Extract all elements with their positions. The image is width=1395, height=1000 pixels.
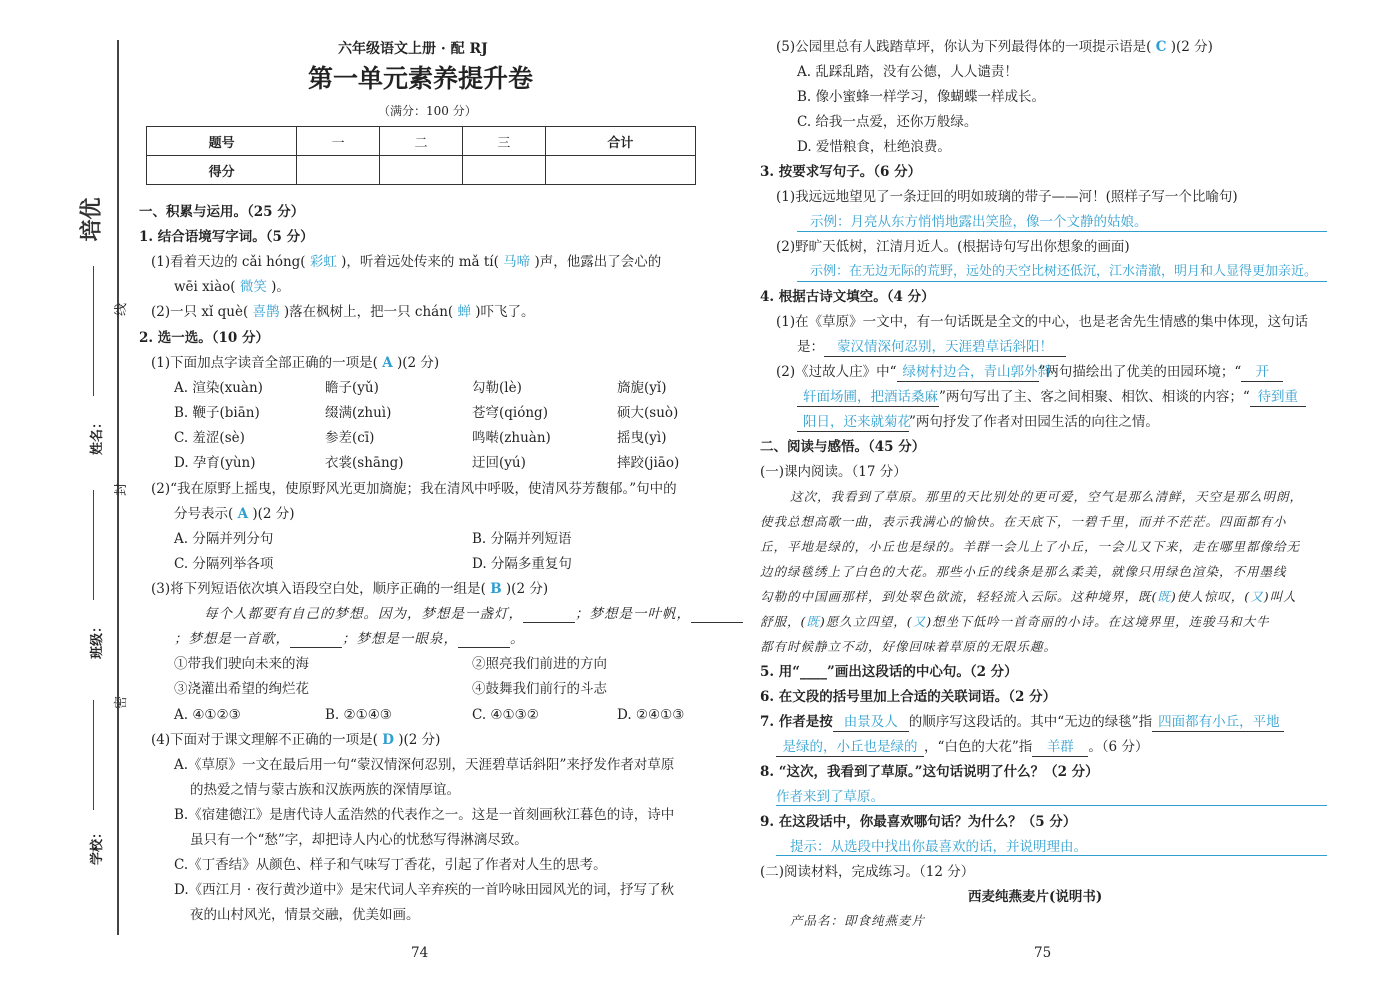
text: )(2 分) (398, 732, 441, 748)
table-row (147, 127, 696, 156)
table-cell[interactable] (380, 156, 463, 185)
text: )落在枫树上，把一只 chán( (283, 304, 454, 320)
text: )吓飞了。 (475, 304, 535, 320)
question-heading: 4. 根据古诗文填空。（4 分） (760, 289, 935, 305)
option-text: 旖旎(yǐ) (617, 380, 667, 396)
text: 舒服，( (760, 614, 807, 629)
answer: 由景及人 (833, 713, 909, 732)
answer-line (797, 231, 1327, 232)
name-line (93, 266, 94, 396)
passage-line: 边的绿毯绣上了白色的大花。那些小丘的线条是那么柔美，就像只用绿色渲染，不用墨线 (760, 564, 1287, 579)
text: (2)一只 xǐ què( (151, 304, 249, 320)
text: 每个人都要有自己的梦想。因为，梦想是一盏灯， (204, 606, 523, 622)
question-line: 8. “这次，我看到了草原。”这句话说明了什么？（2 分） (760, 764, 1099, 780)
answer: 蝉 (457, 304, 471, 320)
option-text: B.《宿建德江》是唐代诗人孟浩然的代表作之一。这是一首刻画秋江暮色的诗，诗中 (174, 807, 675, 823)
option-text: D. 孕育(yùn) (174, 455, 256, 471)
option-text: D. 爱惜粮食，杜绝浪费。 (797, 139, 951, 155)
name-label: 姓名： (90, 415, 106, 456)
option-text: A. 乱踩乱踏，没有公德，人人谴责！ (797, 64, 1018, 80)
school-label: 学校： (90, 825, 106, 866)
question-line: 5. 用“____”画出这段话的中心句。（2 分） (760, 664, 1018, 680)
option-text: 衣裳(shāng) (325, 455, 404, 471)
option-text: 摔跤(jiāo) (617, 455, 680, 471)
option-text: A. 渲染(xuàn) (174, 380, 263, 396)
book-subtitle: 六年级语文上册 · 配 RJ (338, 41, 488, 57)
question-line (776, 363, 1283, 382)
question-line: (2)“我在原野上摇曳，使原野风光更加旖旎；我在清风中呼吸，使清风芬芳馥郁。”句中的 (151, 481, 677, 497)
answer-line (776, 805, 1327, 806)
option-text: B. ②①④③ (325, 707, 392, 723)
answer: 轩面场圃，把酒话桑麻 (797, 388, 939, 407)
answer: 示例：在无边无际的荒野，远处的天空比树还低沉，江水清澈，明月和人显得更加亲近。 (810, 264, 1318, 279)
passage-line (204, 605, 743, 623)
text: )使人惊叹，( (1170, 589, 1251, 604)
answer: 待到重 (1250, 388, 1306, 407)
full-score: （满分：100 分） (378, 104, 477, 118)
blank[interactable] (691, 608, 743, 623)
table-cell[interactable] (462, 156, 545, 185)
table-cell[interactable] (545, 156, 695, 185)
option-text: B. 像小蜜蜂一样学习，像蝴蝶一样成长。 (797, 89, 1046, 105)
class-line (93, 490, 94, 600)
text: )叫人 (1263, 589, 1297, 604)
option-text: ①带我们驶向未来的海 (174, 656, 309, 672)
passage-line (174, 630, 525, 648)
option-text: 的热爱之情与蒙古族和汉族两族的深情厚谊。 (190, 782, 460, 798)
text: 勾勒的中国画那样，到处翠色欲流，轻轻流入云际。这种境界，既( (760, 589, 1158, 604)
question-line (776, 738, 1148, 757)
text: 是： (797, 339, 824, 355)
option-text: 夜的山村风光，情景交融，优美如画。 (190, 907, 420, 923)
text: )声，他露出了会心的 (534, 254, 662, 270)
option-text: 迂回(yú) (472, 455, 526, 471)
answer: 既 (1157, 589, 1171, 604)
text: )(2 分) (505, 581, 549, 597)
passage-line: 这次，我看到了草原。那里的天比别处的更可爱，空气是那么清鲜，天空是那么明朗， (790, 489, 1304, 504)
text: (4)下面对于课文理解不正确的一项是( (151, 732, 378, 748)
option-text: ②照亮我们前进的方向 (472, 656, 607, 672)
question-line (797, 338, 1066, 357)
material-title: 西麦纯燕麦片(说明书) (968, 889, 1103, 905)
answer: 既 (806, 614, 820, 629)
question-line (151, 354, 439, 372)
table-cell[interactable] (297, 156, 380, 185)
margin-xian: 线 (114, 302, 130, 317)
blank[interactable] (290, 633, 342, 648)
option-text: D. 分隔多重复句 (472, 556, 572, 572)
option-text: 虽只有一个“愁”字，却把诗人内心的忧愁写得淋漓尽致。 (190, 832, 528, 848)
table-cell: 题号 (147, 127, 297, 156)
question-line (151, 731, 440, 749)
answer: 四面都有小丘，平地 (1152, 713, 1284, 732)
text: 的顺序写这段话的。其中“无边的绿毯”指 (908, 714, 1153, 730)
answer: 阳日，还来就菊花 (797, 413, 909, 432)
option-text: 摇曳(yì) (617, 430, 667, 446)
text: (3)将下列短语依次填入语段空白处，顺序正确的一组是( (151, 581, 486, 597)
passage-line: 丘，平地是绿的，小丘也是绿的。羊群一会儿上了小丘，一会儿又下来，走在哪里都像给无 (760, 539, 1301, 554)
class-label: 班级： (90, 619, 106, 660)
answer: 作者来到了草原。 (776, 789, 884, 805)
table-row (147, 156, 696, 185)
question-heading: 1. 结合语境写字词。（5 分） (139, 229, 314, 245)
passage-line: 都有时候静立不动，好像回味着草原的无限乐趣。 (760, 639, 1058, 654)
option-text: 鸣啭(zhuàn) (472, 430, 551, 446)
subsection-heading: (二)阅读材料，完成练习。（12 分） (760, 864, 975, 880)
text: )想坐下低吟一首奇丽的小诗。在这境界里，连骏马和大牛 (926, 614, 1270, 629)
answer: 提示：从选段中找出你最喜欢的话，并说明理由。 (790, 839, 1087, 855)
answer: A (382, 355, 393, 371)
question-line (776, 38, 1213, 56)
option-text: C. ④①③② (472, 707, 539, 723)
text: (1)看着天边的 cǎi hóng( (151, 254, 306, 270)
section-heading: 二、阅读与感悟。（45 分） (760, 439, 926, 455)
option-text: A. 分隔并列分句 (174, 531, 274, 547)
option-text: D.《西江月 · 夜行黄沙道中》是宋代词人辛弃疾的一首吟咏田园风光的词，抒写了秋 (174, 882, 675, 898)
page-number: 74 (411, 945, 429, 961)
text: 。 (510, 631, 525, 647)
answer: 羊群 (1032, 738, 1088, 757)
text: )(2 分) (1170, 39, 1213, 55)
question-line (151, 303, 535, 321)
answer-line (776, 855, 1327, 856)
page-title: 第一单元素养提升卷 (308, 64, 534, 93)
question-line (151, 253, 661, 271)
text: ”两句描绘出了优美的田园环境；“ (1038, 364, 1242, 380)
margin-feng: 封 (114, 482, 130, 497)
question-line: 9. 在这段话中，你最喜欢哪句话？为什么？（5 分） (760, 814, 1077, 830)
blank[interactable] (458, 633, 510, 648)
table-cell: 得分 (147, 156, 297, 185)
text: )(2 分) (252, 506, 295, 522)
passage-line (760, 613, 1270, 631)
option-text: C. 分隔列举各项 (174, 556, 274, 572)
answer: 又 (912, 614, 927, 629)
material-line: 产品名：即食纯燕麦片 (790, 913, 926, 928)
text: wēi xiào( (174, 279, 236, 295)
question-heading: 2. 选一选。（10 分） (139, 330, 270, 346)
option-text: C.《丁香结》从颜色、样子和气味写丁香花，引起了作者对人生的思考。 (174, 857, 607, 873)
question-line: (2)野旷天低树，江清月近人。(根据诗句写出你想象的画面) (776, 239, 1130, 255)
text: 7. 作者是按 (760, 714, 833, 730)
passage-line (760, 588, 1297, 606)
table-cell: 一 (297, 127, 380, 156)
answer: 开 (1241, 363, 1283, 382)
answer: C (1155, 39, 1167, 55)
answer: 是绿的，小丘也是绿的 (776, 738, 924, 757)
text: 。（6 分） (1088, 739, 1149, 755)
text: )，听着远处传来的 mǎ tí( (341, 254, 499, 270)
question-heading: 3. 按要求写句子。（6 分） (760, 164, 922, 180)
text: ”两句写出了主、客之间相聚、相饮、相谈的内容；“ (939, 389, 1250, 405)
text: )愿久立四望，( (819, 614, 913, 629)
option-text: 硕大(suò) (617, 405, 679, 421)
question-line (760, 713, 1284, 732)
question-line: (1)我远远地望见了一条迂回的明如玻璃的带子——河！(照样子写一个比喻句) (776, 189, 1238, 205)
answer: 又 (1250, 589, 1264, 604)
answer: 喜鹊 (252, 304, 280, 320)
answer: A (237, 506, 249, 522)
section-heading: 一、积累与运用。（25 分） (139, 204, 305, 220)
option-text: B. 鞭子(biān) (174, 405, 260, 421)
question-line (797, 388, 1306, 407)
option-text: A. ④①②③ (174, 707, 241, 723)
option-text: C. 给我一点爱，还你万般绿。 (797, 114, 978, 130)
text: )(2 分) (396, 355, 440, 371)
question-line (797, 413, 1159, 432)
answer: 微笑 (239, 279, 267, 295)
school-line (93, 700, 94, 810)
table-cell: 三 (462, 127, 545, 156)
option-text: 缀满(zhuì) (325, 405, 392, 421)
option-text: ④鼓舞我们前行的斗志 (472, 681, 607, 697)
text: )。 (271, 279, 290, 295)
answer-line (797, 281, 1327, 282)
text: ；梦想是一叶帆， (575, 606, 691, 622)
option-text: ③浇灌出希望的绚烂花 (174, 681, 309, 697)
passage-line: 使我总想高歌一曲，表示我满心的愉快。在天底下，一碧千里，而并不茫茫。四面都有小 (760, 514, 1287, 529)
text: ”两句抒发了作者对田园生活的向往之情。 (909, 414, 1159, 430)
table-cell: 合计 (545, 127, 695, 156)
question-line: (1)在《草原》一文中，有一句话既是全文的中心，也是老舍先生情感的集中体现，这句话 (776, 314, 1309, 330)
answer: 彩虹 (309, 254, 337, 270)
option-text: B. 分隔并列短语 (472, 531, 572, 547)
option-text: C. 羞涩(sè) (174, 430, 245, 446)
text: ；梦想是一眼泉， (342, 631, 458, 647)
margin-mi: 密 (114, 695, 130, 710)
question-line (151, 580, 548, 598)
option-text: 瞻子(yǔ) (325, 380, 379, 396)
answer: 蒙汉情深何忍别，天涯碧草话斜阳！ (824, 338, 1066, 357)
option-text: 参差(cī) (325, 430, 375, 446)
question-line (174, 278, 290, 296)
option-text: 苍穹(qióng) (472, 405, 548, 421)
answer: 绿树村边合，青山郭外斜 (897, 363, 1039, 382)
text: 分号表示( (174, 506, 234, 522)
blank[interactable] (523, 608, 575, 623)
text: (5)公园里总有人践踏草坪，你认为下列最得体的一项提示语是( (776, 39, 1152, 55)
table-cell: 二 (380, 127, 463, 156)
option-text: D. ②④①③ (617, 707, 685, 723)
subsection-heading: (一)课内阅读。（17 分） (760, 464, 907, 480)
brand-logo: 培优 (78, 197, 105, 242)
text: ，“白色的大花”指 (924, 739, 1033, 755)
text: (2)《过故人庄》中“ (776, 364, 897, 380)
answer: 示例：月亮从东方悄悄地露出笑脸，像一个文静的姑娘。 (810, 214, 1148, 230)
option-text: A.《草原》一文在最后用一句“蒙汉情深何忍别，天涯碧草话斜阳”来抒发作者对草原 (174, 757, 675, 773)
answer: B (490, 581, 502, 597)
answer: D (382, 732, 394, 748)
score-table (146, 126, 696, 185)
text: (1)下面加点字读音全部正确的一项是( (151, 355, 378, 371)
text: ；梦想是一首歌， (174, 631, 290, 647)
option-text: 勾勒(lè) (472, 380, 522, 396)
question-line (174, 505, 295, 523)
answer: 马啼 (503, 254, 531, 270)
page-number: 75 (1034, 945, 1052, 961)
question-line: 6. 在文段的括号里加上合适的关联词语。（2 分） (760, 689, 1057, 705)
